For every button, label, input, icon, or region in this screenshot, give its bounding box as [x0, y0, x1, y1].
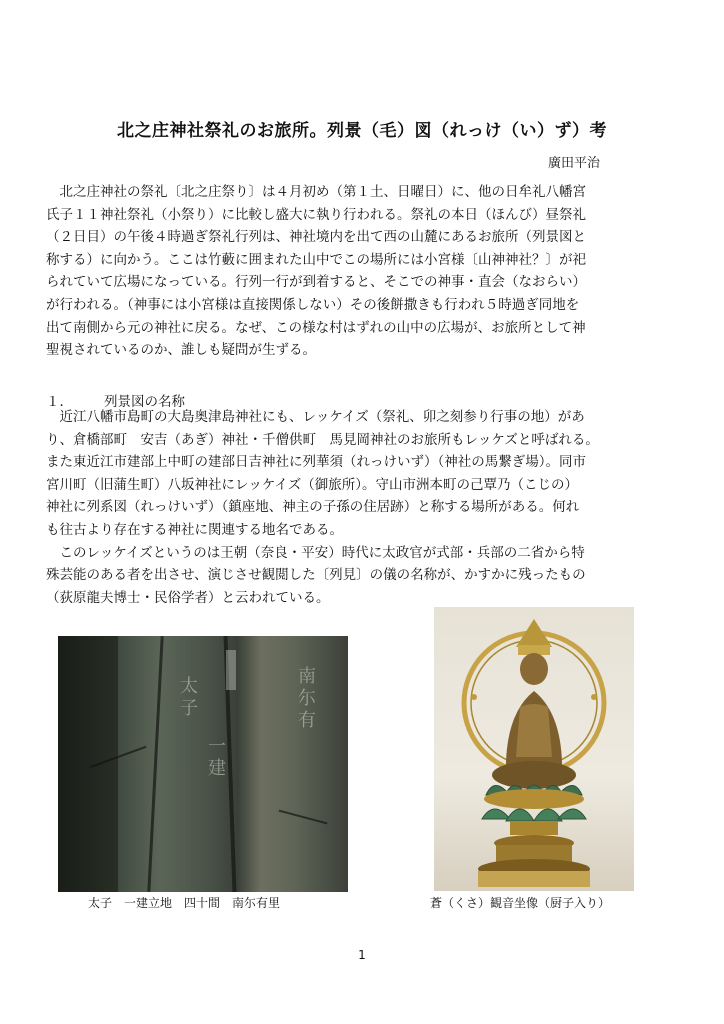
right-image-caption: 蒼（くさ）観音坐像（厨子入り） [430, 896, 611, 910]
intro-line: 出て南側から元の神社に戻る。なぜ、この様な村はずれの山中の広場が、お旅所として神 [46, 319, 586, 336]
intro-line: （２日目）の午後４時過ぎ祭礼行列は、神社境内を出て西の山麓にあるお旅所（列景図と [46, 229, 586, 246]
section1-line: 宮川町（旧蒲生町）八坂神社にレッケイズ（御旅所）。守山市洲本町の己覃乃（こじの） [46, 476, 579, 493]
intro-line: 氏子１１神社祭礼（小祭り）に比較し盛大に執り行われる。祭礼の本日（ほんび）昼祭礼 [46, 206, 586, 223]
intro-line: られていて広場になっている。行列一行が到着すると、そこでの神事・直会（なおらい） [46, 274, 586, 291]
section1-line: り、倉橋部町 安吉（あぎ）神社・千僧供町 馬見岡神社のお旅所もレッケズと呼ばれる。 [46, 431, 599, 448]
section-title: 列景図の名称 [104, 394, 185, 410]
statue-illustration [434, 607, 634, 891]
section1-line: 近江八幡市島町の大島奥津島神社にも、レッケイズ（祭礼、卯之刻参り行事の地）があ [46, 409, 585, 425]
section1-line: 神社に列系図（れっけいず）（鎮座地、神主の子孫の住居跡）と称する場所がある。何れ [46, 499, 580, 516]
left-image-caption: 太子 一建立地 四十間 南尓有里 [88, 896, 281, 910]
document-title: 北之庄神社祭礼のお旅所。列景（毛）図（れっけ（い）ず）考 [117, 121, 607, 141]
section-number: １． [46, 394, 73, 410]
section1-line: このレッケイズというのは王朝（奈良・平安）時代に太政官が式部・兵部の二省から特 [46, 544, 585, 561]
intro-line: が行われる。（神事には小宮様は直接関係しない）その後餅撒きも行われ５時過ぎ同地を [46, 296, 580, 313]
section1-line: （荻原龍夫博士・民俗学者）と云われている。 [46, 589, 330, 606]
page-number: 1 [358, 948, 366, 962]
section1-line: また東近江市建部上中町の建部日吉神社に列華須（れっけいず）（神社の馬繋ぎ場）。同市 [46, 454, 586, 471]
intro-line: 北之庄神社の祭礼〔北之庄祭り〕は４月初め（第１土、日曜日）に、他の日牟礼八幡宮 [46, 184, 586, 200]
author-name: 廣田平治 [548, 156, 601, 171]
inscribed-stone-photo: 太 子 一 建 南 尓 有 [58, 636, 348, 892]
section1-paragraph [46, 406, 686, 609]
section1-line: 殊芸能のある者を出させ、演じさせ観閲した〔列見〕の儀の名称が、かすかに残ったもの [46, 567, 586, 584]
section1-line: も往古より存在する神社に関連する地名である。 [46, 521, 343, 538]
intro-paragraph [46, 181, 686, 362]
intro-line: 称する）に向かう。ここは竹藪に囲まれた山中でこの場所には小宮様〔山神神社？〕が祀 [46, 251, 586, 268]
kannon-statue-photo [434, 607, 634, 891]
intro-line: 聖視されているのか、誰しも疑問が生ずる。 [46, 342, 316, 359]
